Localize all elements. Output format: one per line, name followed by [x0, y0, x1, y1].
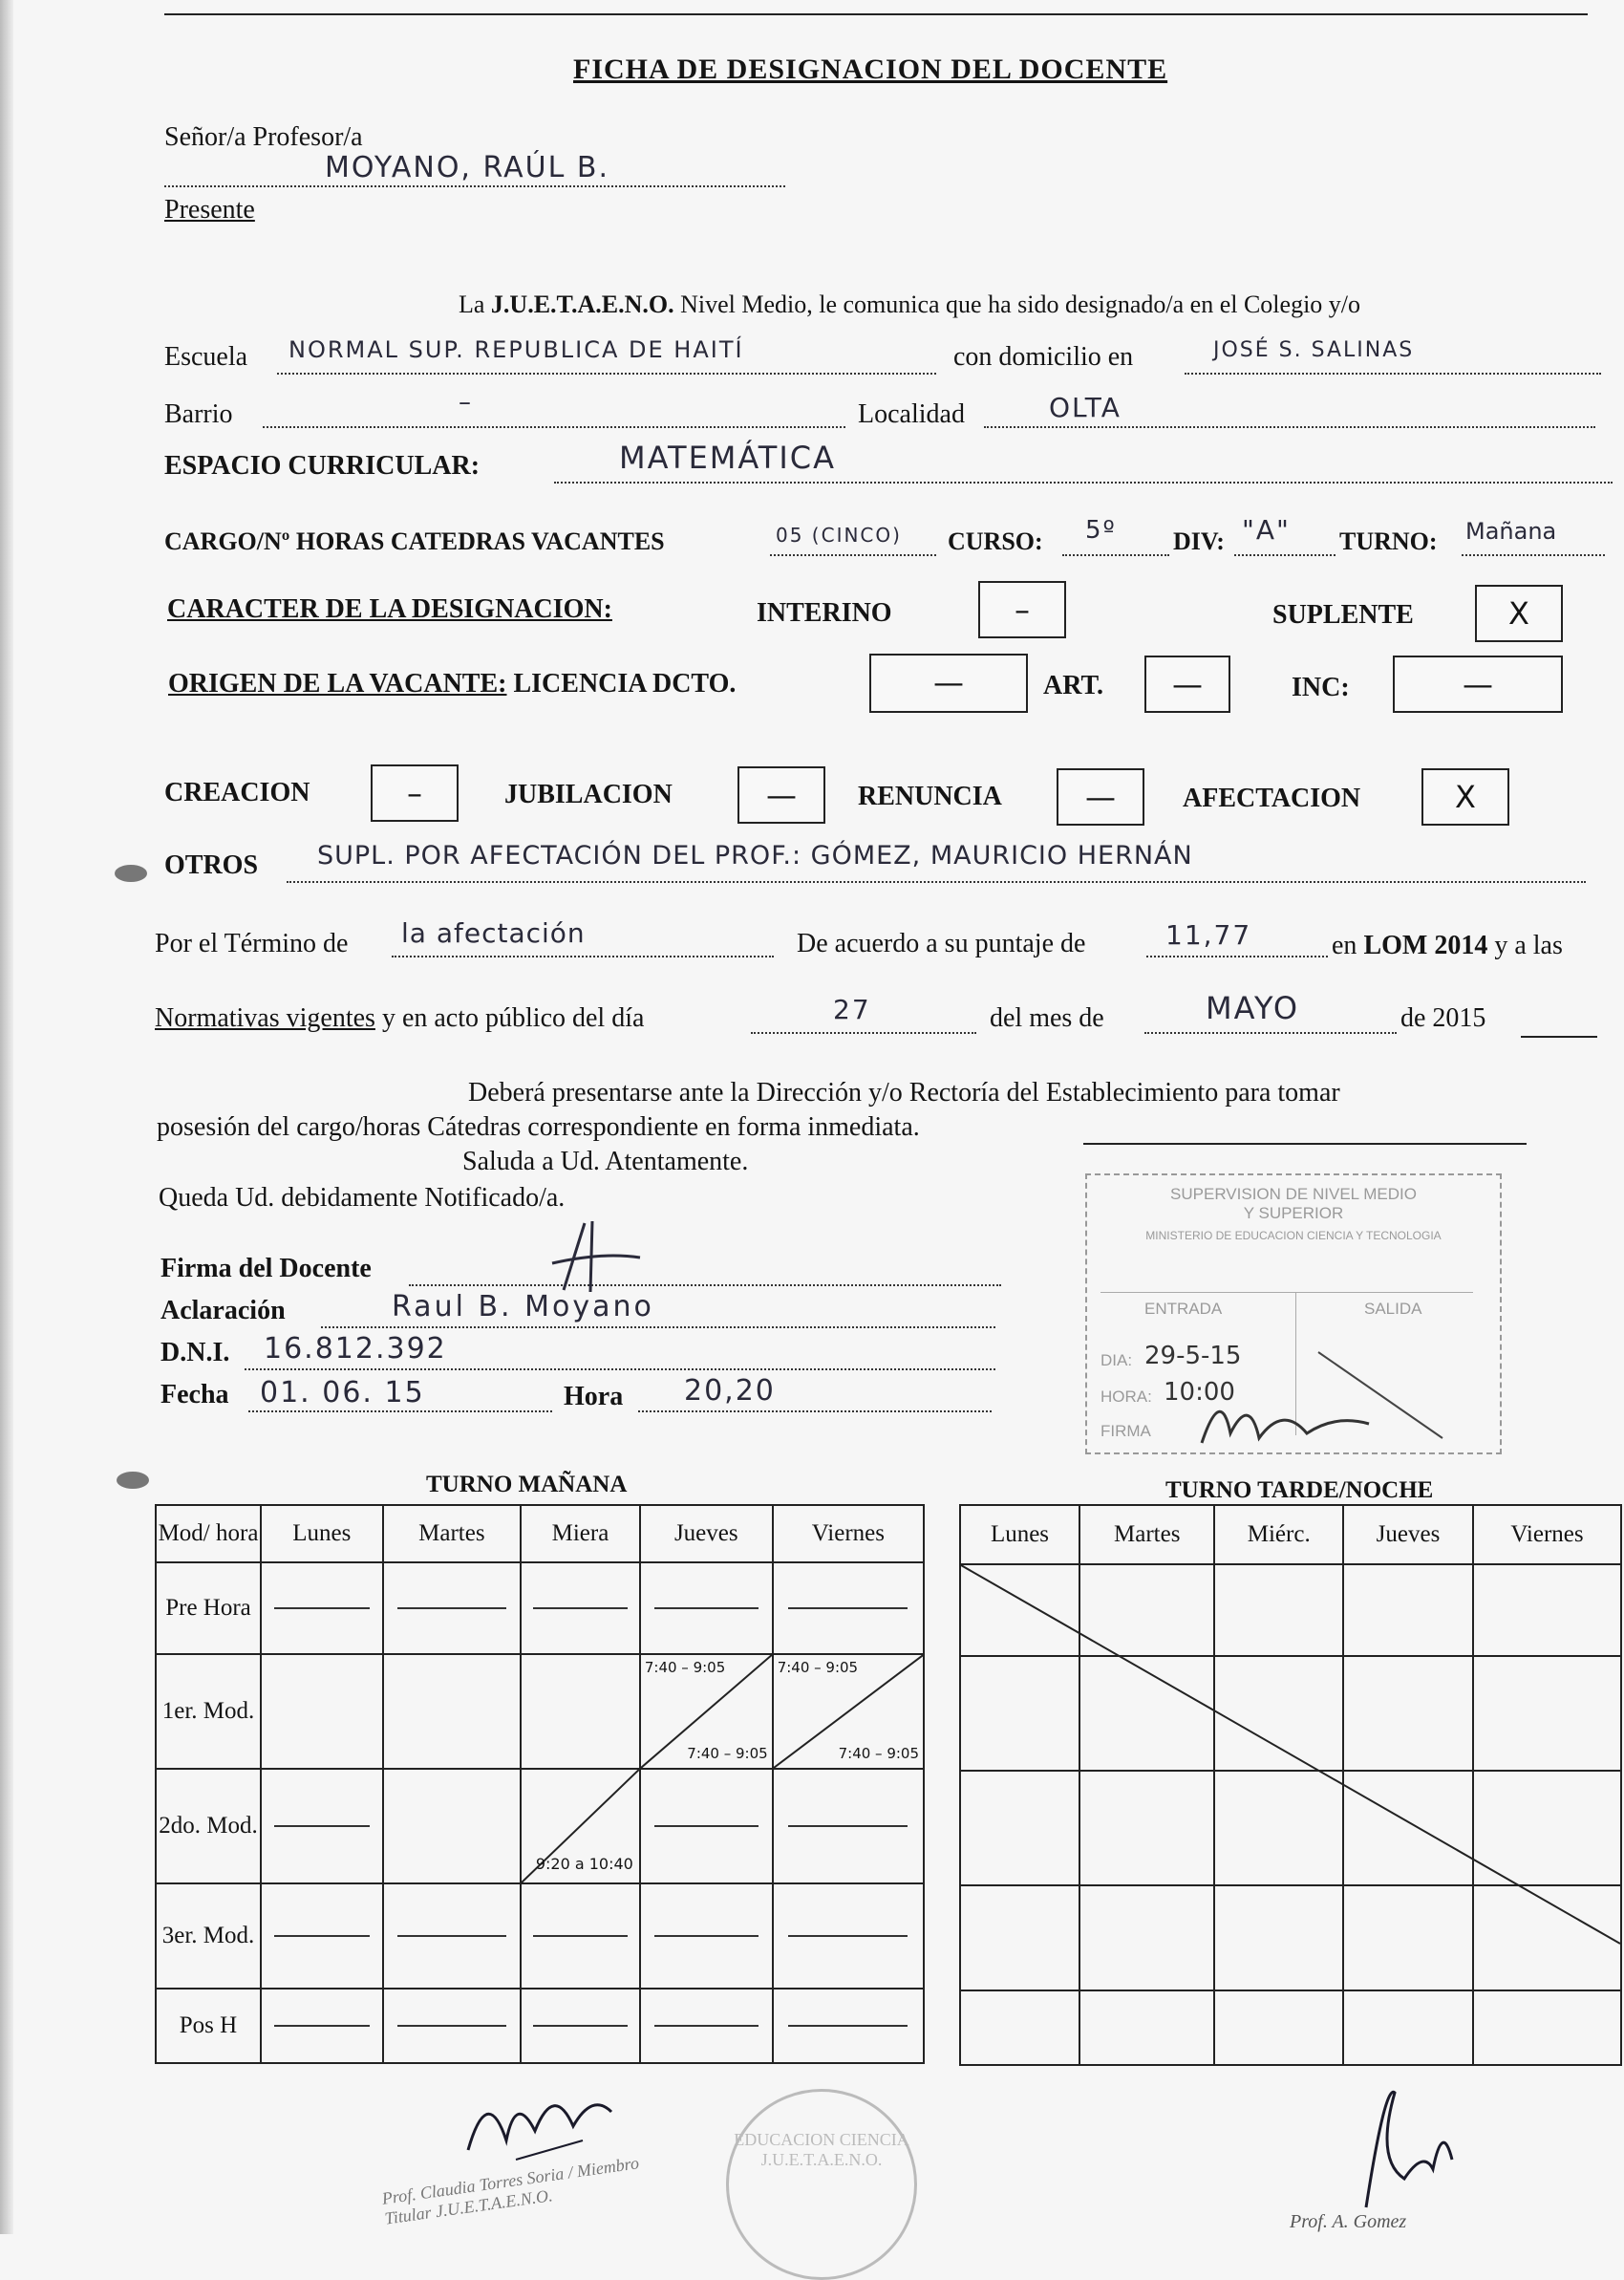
row-label: Pos H	[156, 1989, 261, 2063]
turno-label: TURNO:	[1339, 527, 1438, 555]
suplente-checkbox[interactable]: X	[1475, 585, 1563, 642]
schedule-cell[interactable]	[261, 1883, 383, 1989]
caracter-label: CARACTER DE LA DESIGNACION:	[167, 594, 612, 624]
aclaracion-line	[321, 1326, 995, 1328]
domicilio-label: con domicilio en	[953, 342, 1134, 372]
domicilio-line	[1185, 373, 1601, 375]
schedule-cell[interactable]	[383, 1654, 521, 1769]
div-value: "A"	[1242, 514, 1291, 546]
espacio-line	[554, 482, 1613, 484]
turno-tarde-cancel-line	[959, 1563, 1622, 1946]
schedule-cell-jueves-1er[interactable]	[640, 1654, 773, 1769]
inc-field[interactable]: —	[1393, 656, 1563, 713]
footer-signature-right-text: Prof. A. Gomez	[1290, 2211, 1407, 2232]
schedule-cell[interactable]	[640, 1883, 773, 1989]
schedule-cell[interactable]	[1214, 1990, 1343, 2065]
schedule-cell[interactable]	[383, 1562, 521, 1654]
puntaje-label: De acuerdo a su puntaje de	[797, 929, 1086, 958]
mes-line	[1144, 1032, 1397, 1034]
presentarse-line1: Deberá presentarse ante la Dirección y/o Rectoría del Establecimiento para tomar	[468, 1078, 1340, 1108]
fecha-value: 01. 06. 15	[260, 1376, 425, 1409]
localidad-line	[984, 426, 1595, 428]
espacio-label: ESPACIO CURRICULAR:	[164, 451, 481, 481]
puntaje-value: 11,77	[1165, 919, 1252, 951]
table-header: Viernes	[773, 1505, 924, 1562]
localidad-value: OLTA	[1049, 392, 1122, 423]
schedule-cell[interactable]	[383, 1769, 521, 1883]
schedule-cell[interactable]	[773, 1989, 924, 2063]
escuela-line	[277, 373, 936, 375]
fecha-label: Fecha	[160, 1380, 229, 1409]
schedule-cell[interactable]	[1343, 1990, 1473, 2065]
stamp-hora-value: 10:00	[1164, 1378, 1235, 1407]
acto-label: y en acto público del día	[381, 1003, 645, 1033]
dni-line	[245, 1368, 995, 1370]
document-title: FICHA DE DESIGNACION DEL DOCENTE	[573, 54, 1168, 85]
schedule-entry: 7:40 – 9:05	[777, 1659, 859, 1676]
cargo-label: CARGO/Nº HORAS CATEDRAS VACANTES	[164, 527, 665, 555]
schedule-cell[interactable]	[521, 1883, 640, 1989]
table-header: Viernes	[1473, 1505, 1621, 1564]
notificado: Queda Ud. debidamente Notificado/a.	[159, 1183, 566, 1213]
teacher-signature	[535, 1214, 650, 1300]
interino-checkbox[interactable]: –	[978, 581, 1066, 638]
domicilio-value: JOSÉ S. SALINAS	[1213, 338, 1415, 362]
table-header: Miera	[521, 1505, 640, 1562]
cargo-value: 05 (CINCO)	[776, 524, 902, 547]
table-header: Miérc.	[1214, 1505, 1343, 1564]
stamp-dia-value: 29-5-15	[1144, 1342, 1242, 1370]
termino-label: Por el Término de	[155, 929, 349, 958]
schedule-cell[interactable]	[960, 1990, 1079, 2065]
schedule-cell[interactable]	[640, 1562, 773, 1654]
punch-hole	[115, 865, 147, 882]
otros-label: OTROS	[164, 850, 259, 880]
row-label: 1er. Mod.	[156, 1654, 261, 1769]
art-label: ART.	[1043, 671, 1104, 700]
dia-line	[751, 1032, 976, 1034]
schedule-cell[interactable]	[640, 1769, 773, 1883]
suplente-label: SUPLENTE	[1272, 600, 1414, 630]
firma-label: Firma del Docente	[160, 1254, 372, 1283]
schedule-cell[interactable]	[521, 1654, 640, 1769]
table-header: Lunes	[960, 1505, 1079, 1564]
firma-line	[409, 1284, 1001, 1286]
turno-manana-table	[155, 1504, 925, 2064]
escuela-label: Escuela	[164, 342, 248, 372]
schedule-cell-viernes-1er[interactable]	[773, 1654, 924, 1769]
fecha-line	[248, 1410, 552, 1412]
lom-pre: en	[1332, 931, 1357, 960]
table-header: Lunes	[261, 1505, 383, 1562]
renuncia-checkbox[interactable]: —	[1057, 768, 1144, 826]
schedule-cell[interactable]	[773, 1769, 924, 1883]
div-label: DIV:	[1173, 527, 1225, 555]
otros-value: SUPL. POR AFECTACIÓN DEL PROF.: GÓMEZ, MAURICIO HERNÁN	[317, 841, 1193, 871]
renuncia-label: RENUNCIA	[858, 782, 1002, 811]
hora-label: Hora	[564, 1382, 624, 1411]
presente-label: Presente	[164, 195, 255, 225]
afectacion-label: AFECTACION	[1183, 784, 1361, 813]
jubilacion-label: JUBILACION	[504, 780, 673, 809]
table-header: Mod/ hora	[156, 1505, 261, 1562]
presentarse-line	[1083, 1143, 1527, 1145]
afectacion-checkbox[interactable]: X	[1421, 768, 1509, 826]
row-label: 3er. Mod.	[156, 1883, 261, 1989]
stamp-salida: SALIDA	[1364, 1300, 1422, 1318]
table-header: Martes	[383, 1505, 521, 1562]
schedule-cell[interactable]	[521, 1562, 640, 1654]
stamp-entrada: ENTRADA	[1144, 1300, 1223, 1318]
creacion-label: CREACION	[164, 778, 310, 807]
origen-label: ORIGEN DE LA VACANTE:	[168, 669, 507, 699]
lom-value: LOM 2014	[1363, 931, 1488, 960]
interino-label: INTERINO	[757, 598, 892, 628]
barrio-line	[263, 426, 845, 428]
creacion-checkbox[interactable]: –	[371, 764, 459, 822]
cargo-line	[770, 554, 936, 556]
turno-manana-title: TURNO MAÑANA	[426, 1472, 628, 1497]
footer-signature-left-text: Prof. Claudia Torres Soria / Miembro Titular J.U.E.T.A.E.N.O.	[380, 2153, 641, 2228]
mes-value: MAYO	[1206, 990, 1299, 1026]
barrio-label: Barrio	[164, 399, 233, 429]
curso-value: 5º	[1085, 516, 1117, 545]
stamp-line1: SUPERVISION DE NIVEL MEDIO	[1170, 1185, 1417, 1203]
schedule-cell[interactable]	[773, 1562, 924, 1654]
turno-tarde-title: TURNO TARDE/NOCHE	[1165, 1477, 1434, 1503]
schedule-cell[interactable]	[521, 1989, 640, 2063]
hora-value: 20,20	[684, 1374, 776, 1408]
barrio-value: –	[459, 388, 473, 417]
inc-label: INC:	[1292, 673, 1350, 702]
dni-value: 16.812.392	[264, 1332, 447, 1366]
stamp-line2: Y SUPERIOR	[1243, 1204, 1344, 1222]
schedule-cell[interactable]	[261, 1989, 383, 2063]
schedule-cell[interactable]	[640, 1989, 773, 2063]
licencia-field[interactable]: —	[869, 654, 1028, 713]
lom-post: y a las	[1494, 931, 1563, 960]
name-line	[164, 185, 785, 187]
teacher-name: MOYANO, RAÚL B.	[325, 151, 609, 184]
intro-org: J.U.E.T.A.E.N.O.	[490, 290, 674, 318]
localidad-label: Localidad	[858, 399, 965, 429]
greeting: Señor/a Profesor/a	[164, 122, 363, 152]
table-header: Jueves	[1343, 1505, 1473, 1564]
footer-seal: EDUCACION CIENCIA J.U.E.T.A.E.N.O.	[726, 2089, 917, 2280]
row-label: Pre Hora	[156, 1562, 261, 1654]
aclaracion-value: Raul B. Moyano	[392, 1290, 654, 1323]
stamp-dia-label: DIA:	[1100, 1351, 1133, 1369]
schedule-cell[interactable]	[383, 1883, 521, 1989]
stamp-diagonal	[1299, 1347, 1452, 1443]
dia-value: 27	[833, 994, 871, 1025]
hora-line	[638, 1410, 992, 1412]
turno-line	[1462, 554, 1605, 556]
div-line	[1234, 554, 1336, 556]
turno-tarde-wrapper	[959, 1504, 1622, 2076]
escuela-value: NORMAL SUP. REPUBLICA DE HAITÍ	[288, 336, 744, 363]
mes-label: del mes de	[990, 1003, 1104, 1033]
schedule-entry: 9:20 a 10:40	[535, 1855, 633, 1873]
stamp-firma-label: FIRMA	[1100, 1422, 1151, 1440]
stamp-divider	[1100, 1292, 1473, 1293]
schedule-entry: 7:40 – 9:05	[644, 1659, 726, 1676]
termino-value: la afectación	[401, 917, 586, 949]
punch-hole	[117, 1472, 149, 1489]
schedule-cell[interactable]	[1079, 1990, 1214, 2065]
anio-label: de 2015	[1400, 1003, 1486, 1033]
table-header: Jueves	[640, 1505, 773, 1562]
footer-signature-right	[1337, 2064, 1471, 2226]
stamp-line3: MINISTERIO DE EDUCACION CIENCIA Y TECNOLOGIA	[1145, 1229, 1442, 1242]
top-rule	[164, 13, 1588, 15]
table-header: Martes	[1079, 1505, 1214, 1564]
intro-text: Nivel Medio, le comunica que ha sido designado/a en el Colegio y/o	[680, 290, 1361, 318]
schedule-cell[interactable]	[773, 1883, 924, 1989]
licencia-label: LICENCIA DCTO.	[513, 669, 737, 699]
saluda: Saluda a Ud. Atentamente.	[462, 1147, 749, 1176]
stamp-hora-label: HORA:	[1100, 1387, 1152, 1406]
curso-line	[1062, 554, 1169, 556]
puntaje-line	[1146, 956, 1328, 957]
reception-stamp	[1085, 1173, 1502, 1454]
art-field[interactable]: —	[1144, 656, 1230, 713]
jubilacion-checkbox[interactable]: —	[737, 766, 825, 824]
schedule-cell[interactable]	[1473, 1990, 1621, 2065]
schedule-cell[interactable]	[261, 1562, 383, 1654]
schedule-cell[interactable]	[261, 1769, 383, 1883]
schedule-entry: 7:40 – 9:05	[838, 1745, 919, 1762]
presentarse-line2: posesión del cargo/horas Cátedras correspondiente en forma inmediata.	[157, 1112, 920, 1142]
dni-label: D.N.I.	[160, 1338, 230, 1367]
anio-line	[1521, 1036, 1597, 1038]
termino-line	[392, 956, 774, 957]
intro-pre: La	[459, 290, 485, 318]
schedule-cell[interactable]	[261, 1654, 383, 1769]
aclaracion-label: Aclaración	[160, 1296, 286, 1325]
schedule-entry: 7:40 – 9:05	[687, 1745, 768, 1762]
turno-value: Mañana	[1465, 518, 1557, 545]
paper-edge	[0, 0, 13, 2234]
row-label: 2do. Mod.	[156, 1769, 261, 1883]
otros-line	[287, 881, 1586, 883]
espacio-value: MATEMÁTICA	[619, 440, 837, 476]
schedule-cell[interactable]	[383, 1989, 521, 2063]
schedule-cell-miercoles-2do[interactable]	[521, 1769, 640, 1883]
curso-label: CURSO:	[948, 527, 1043, 555]
normativas-label: Normativas vigentes	[155, 1003, 375, 1033]
